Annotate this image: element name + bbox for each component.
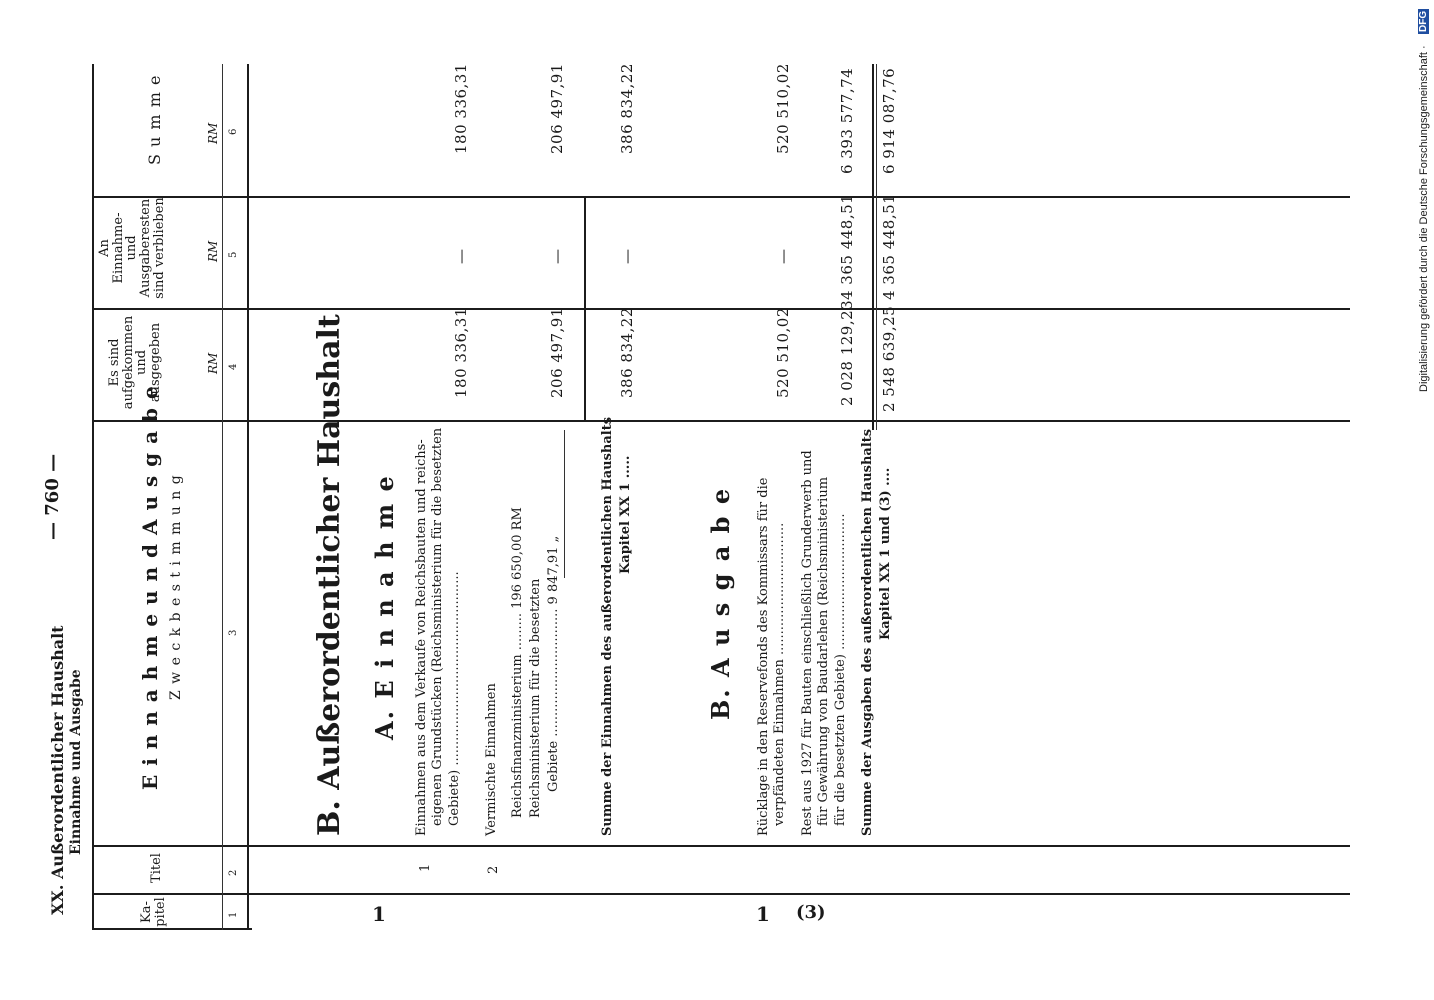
running-head-line2: Einnahme und Ausgabe (68, 669, 84, 855)
colnum-5: 5 (228, 251, 239, 258)
running-head-line1: XX. Außerordentlicher Haushalt (48, 625, 67, 915)
einnahme-sum-col5: — (618, 248, 636, 264)
ausgabe-row2-kapitel: (3) (796, 902, 826, 923)
einnahme-row2-sub1: Reichsfinanzministerium ......... 196 650,00 RM (510, 507, 525, 818)
ausgabe-sum-line2: Kapitel XX 1 und (3) .... (878, 467, 893, 640)
ausgabe-row2-col4: 2 028 129,23 (838, 299, 856, 406)
einnahme-heading: A. E i n n a h m e (370, 474, 399, 740)
dfg-credit: Digitalisierung gefördert durch die Deutsche Forschungsgemeinschaft · (1418, 45, 1430, 392)
einnahme-row1-col4: 180 336,31 (452, 307, 470, 398)
rule-ausgabe-sum2 (876, 64, 877, 430)
einnahme-kapitel: 1 (372, 902, 386, 926)
desc-line: Rest aus 1927 für Bauten einschließlich Grunderwerb und (800, 450, 815, 836)
rule-ausgabe-sum (872, 64, 874, 430)
ausgabe-row1-col5: — (774, 248, 792, 264)
colnum-1: 1 (228, 911, 239, 918)
colnum-2: 2 (228, 869, 239, 876)
ausgabe-sum-line1: Summe der Ausgaben des außerordentlichen Haushalts (860, 428, 875, 836)
rule-numrow (222, 64, 223, 930)
rule-top (92, 196, 1350, 198)
einnahme-row1-titel: 1 (418, 863, 433, 872)
einnahme-sum-col6: 386 834,22 (618, 63, 636, 154)
ausgabe-sum-col5: 4 365 448,51 (880, 193, 898, 300)
einnahme-row2-sub2b: Gebiete ............................... 9 847,91 „ (546, 535, 561, 792)
einnahme-row2-desc: Vermischte Einnahmen (484, 683, 499, 836)
einnahme-row1-col5: — (452, 248, 470, 264)
desc-line: verpfändeten Einnahmen ................................ (772, 522, 788, 826)
einnahme-sum-line1: Summe der Einnahmen des außerordentlichen Haushalts (600, 416, 615, 836)
desc-line: für die besetzten Gebiete) ................................. (832, 513, 848, 826)
section-heading: B. Außerordentlicher Haushalt (312, 314, 347, 836)
sub-total-rule (564, 430, 565, 578)
ausgabe-row1-col4: 520 510,02 (774, 307, 792, 398)
ausgabe-row1-kapitel: 1 (756, 902, 770, 926)
desc-line: Einnahmen aus dem Verkaufe von Reichsbauten und reichs- (414, 439, 429, 836)
ausgabe-heading: B. A u s g a b e (706, 486, 735, 720)
header-kapitel: Ka- pitel (139, 897, 168, 927)
ausgabe-row2-desc (800, 450, 849, 836)
einnahme-row2-sub2a: Reichsministerium für die besetzten (528, 578, 543, 818)
rule-bottom (92, 928, 252, 930)
ausgabe-sum-col6: 6 914 087,76 (880, 67, 898, 174)
einnahme-row2-col6: 206 497,91 (548, 63, 566, 154)
einnahme-row2-col4: 206 497,91 (548, 307, 566, 398)
ausgabe-row2-col5: 4 365 448,51 (838, 193, 856, 300)
colnum-6: 6 (228, 128, 239, 135)
einnahme-sum-line2: Kapitel XX 1 ..... (618, 455, 633, 574)
ausgabe-row2-col6: 6 393 577,74 (838, 67, 856, 174)
rule-col1-2 (92, 893, 1350, 895)
einnahme-row1-col6: 180 336,31 (452, 63, 470, 154)
ausgabe-row1-col6: 520 510,02 (774, 63, 792, 154)
colnum-4: 4 (228, 363, 239, 370)
header-col6: S u m m e (145, 74, 164, 165)
einnahme-row2-titel: 2 (486, 865, 501, 874)
rule-left (92, 64, 94, 930)
rule-einnahme-sum (584, 196, 586, 421)
rule-col4-5 (92, 308, 1350, 310)
desc-line: für Gewährung von Baudarlehen (Reichsministerium (816, 476, 832, 826)
desc-line: Gebiete) ............................................... (446, 571, 462, 826)
rule-col3-4 (92, 420, 1350, 422)
header-desc-title: E i n n a h m e u n d A u s g a b e (138, 385, 162, 790)
header-col4: Es sind aufgekommen und ausgegeben (107, 315, 163, 410)
unit-col6: RM (206, 122, 220, 144)
einnahme-row1-desc (414, 428, 463, 836)
einnahme-sum-col4: 386 834,22 (618, 307, 636, 398)
ausgabe-sum-col4: 2 548 639,25 (880, 305, 898, 412)
header-desc-sub: Z w e c k b e s t i m m u n g (168, 474, 184, 700)
colnum-3: 3 (228, 629, 239, 636)
rule-col2-3 (92, 845, 1350, 847)
rule-header (247, 64, 249, 930)
page-number: — 760 — (42, 453, 63, 540)
desc-line: eigenen Grundstücken (Reichsministerium für die besetzten (430, 427, 446, 826)
unit-col5: RM (206, 240, 220, 262)
desc-line: Rücklage in den Reservefonds des Kommissars für die (756, 477, 771, 836)
einnahme-row2-col5: — (548, 248, 566, 264)
unit-col4: RM (206, 352, 220, 374)
header-titel: Titel (149, 853, 164, 883)
ausgabe-row1-desc (756, 478, 789, 836)
dfg-logo: DFG (1418, 10, 1429, 32)
header-col5: An Einnahme- und Ausgaberesten sind verblieben (97, 197, 167, 299)
